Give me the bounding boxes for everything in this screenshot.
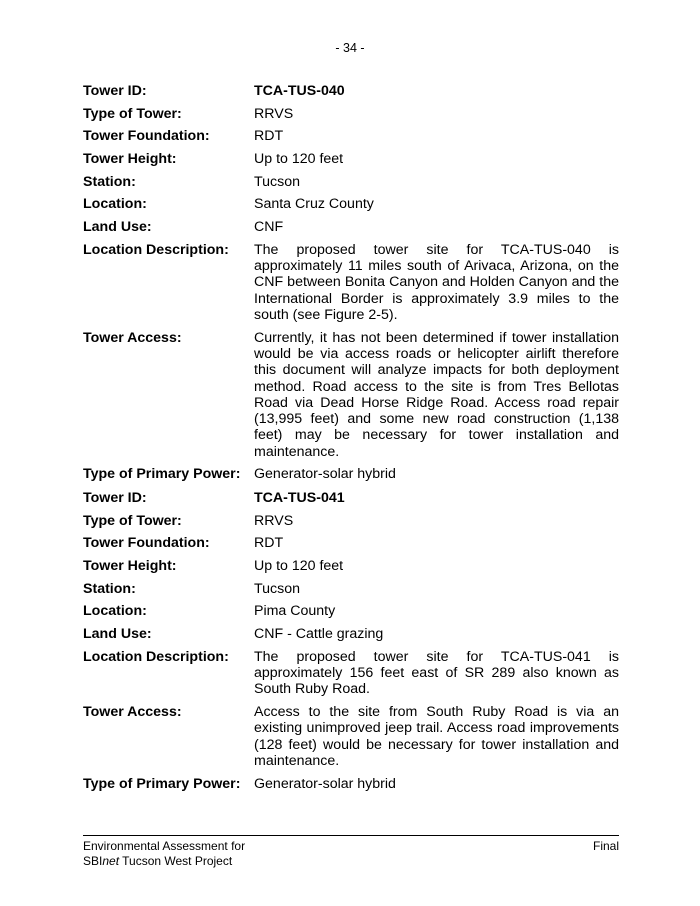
field-tower-foundation [83,128,619,144]
field-tower-foundation [83,535,619,551]
field-value: RDT [254,535,284,552]
footer [83,839,619,869]
field-value: The proposed tower site for TCA-TUS-041 is approximately 156 feet east of SR 289 also known as South Ruby Road. [254,648,619,698]
field-value: Tucson [254,580,300,597]
field-value: TCA-TUS-040 [254,83,345,99]
tower-record-040 [83,83,619,483]
field-type-of-tower [83,106,619,122]
field-location-description [83,649,619,698]
field-value: Access to the site from South Ruby Road is via an existing unimproved jeep trail. Access road improvements (128 feet) would be necessary for tower installation and maintenance. [254,704,619,769]
field-tower-height [83,151,619,167]
field-value: TCA-TUS-041 [254,490,345,506]
tower-record-041 [83,490,619,792]
footer-project-name: Tucson West Project [119,854,233,868]
field-label: Tower ID: [83,83,147,99]
field-type-of-tower [83,513,619,529]
field-value: Currently, it has not been determined if tower installation would be via access roads or helicopter airlift therefore this document will analyze impacts for both deployment method. Road access to the site is from Tres Bellotas Road via Dead Horse Ridge Road. Access road repair (13,995 feet) and some new road construction (1,138 feet) may be necessary for tower installation and maintenance. [254,329,619,460]
footer-program-italic: net [102,854,120,868]
field-land-use [83,626,619,642]
field-value: RRVS [254,105,294,122]
field-label: Location Description: [83,648,229,665]
footer-divider [83,835,619,836]
field-label: Tower Foundation: [83,128,210,145]
footer-document-title [83,839,245,869]
field-label: Location: [83,603,147,620]
field-label: Tower Height: [83,151,177,168]
field-label: Station: [83,173,136,190]
field-label: Type of Primary Power: [83,775,241,792]
field-label: Tower Foundation: [83,535,210,552]
field-label: Station: [83,580,136,597]
field-location [83,603,619,619]
field-label: Type of Tower: [83,105,182,122]
field-value: RRVS [254,512,294,529]
field-label: Type of Tower: [83,512,182,529]
field-value: Tucson [254,173,300,190]
footer-program-prefix: SBI [83,854,103,868]
field-value: Santa Cruz County [254,196,374,213]
field-label: Tower Access: [83,329,182,346]
field-value: Generator-solar hybrid [254,466,396,483]
footer-status: Final [592,839,619,853]
field-value: CNF [254,219,284,236]
field-tower-access [83,704,619,769]
field-value: CNF - Cattle grazing [254,626,384,643]
field-label: Land Use: [83,219,152,236]
field-land-use [83,219,619,235]
field-value: Generator-solar hybrid [254,775,396,792]
field-tower-id [83,490,619,506]
field-station [83,581,619,597]
field-label: Type of Primary Power: [83,466,241,483]
field-label: Tower Height: [83,558,177,575]
field-type-of-primary-power [83,776,619,792]
footer-line-2 [83,854,245,869]
field-value: Pima County [254,603,336,620]
field-value: Up to 120 feet [254,558,344,575]
field-value: Up to 120 feet [254,151,344,168]
field-label: Location: [83,196,147,213]
field-location-description [83,242,619,323]
field-location [83,196,619,212]
field-label: Location Description: [83,241,229,258]
field-value: RDT [254,128,284,145]
field-station [83,174,619,190]
field-value: The proposed tower site for TCA-TUS-040 is approximately 11 miles south of Arivaca, Arizona, on the CNF between Bonita Canyon and Holden Canyon and the International Border is approximately 3.9 miles to the south (see Figure 2-5). [254,241,619,323]
footer-line-1: Environmental Assessment for [83,839,246,853]
field-label: Land Use: [83,626,152,643]
field-label: Tower Access: [83,704,182,721]
field-tower-id [83,83,619,99]
field-tower-access [83,330,619,460]
field-label: Tower ID: [83,490,147,506]
field-type-of-primary-power [83,466,619,482]
field-tower-height [83,558,619,574]
page-number: - 34 - [335,41,365,55]
